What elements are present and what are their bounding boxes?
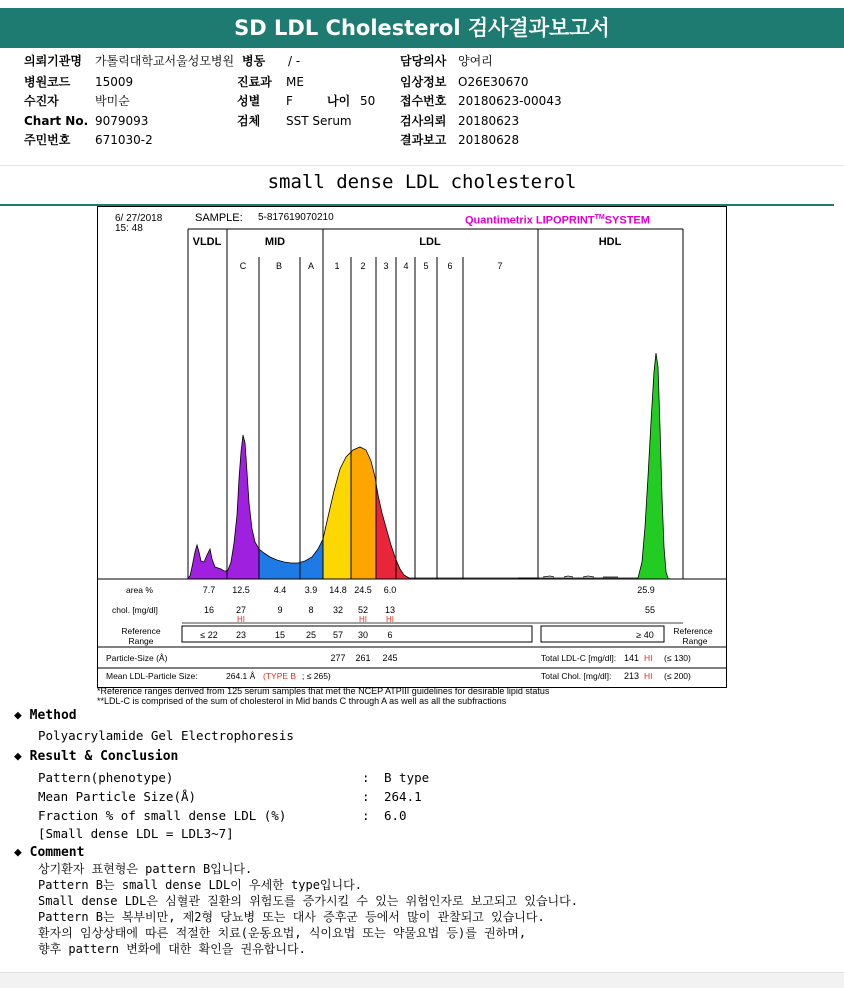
particle-size-3: 245 [382,653,398,663]
chol-value-2: 52 [357,605,369,615]
area-value-1: 14.8 [329,585,347,595]
band-label-A: A [307,261,315,271]
mean-type: (TYPE B [263,671,297,681]
total-ldl-label: Total LDL-C [mg/dl]: [541,653,617,663]
chol-value-1: 32 [332,605,344,615]
band-label-B: B [275,261,283,271]
result-label-1: Pattern(phenotype) [38,770,174,785]
hi-flag-2: HI [359,615,367,624]
report-date-label: 결과보고 [400,133,447,147]
sample-label: SAMPLE: [195,212,243,224]
comment-line: Small dense LDL은 심혈관 질환의 위험도를 증가시킬 수 있는 위험인자로 보고되고 있습니다. [38,894,578,908]
comment-line: Pattern B는 복부비만, 제2형 당뇨병 또는 대사 증후군 등에서 많이 관찰되고 있습니다. [38,910,545,924]
footnotes [97,686,549,706]
reference-value-2: 30 [357,630,369,640]
examinee-label: 수진자 [24,94,59,108]
examinee-value: 박미순 [95,94,130,108]
row-label-chol: chol. [mg/dl] [112,605,158,615]
footnote-2: **LDL-C is comprised of the sum of cholesterol in Mid bands C through A as well as all the subfractions [97,696,507,706]
total-ldl-value: 141 [624,653,640,663]
band-label-7: 7 [497,261,503,271]
comment-line: Pattern B는 small dense LDL이 우세한 type입니다. [38,878,362,892]
reference-value-B: 15 [274,630,286,640]
divider [0,165,844,166]
hi-flag-3: HI [386,615,394,624]
chol-value-B: 9 [277,605,283,615]
clinical-info-label: 임상정보 [400,75,447,89]
band-label-1: 1 [334,261,340,271]
patient-info [0,52,844,152]
row-label-range: Range [128,636,154,646]
sample-id: 5-817619070210 [258,212,334,223]
sex-label: 성별 [237,94,261,108]
hospital-code-label: 병원코드 [24,75,71,89]
clinical-info-value: O26E30670 [458,75,529,89]
method-section [14,708,77,723]
sex-value: F [286,94,293,108]
trace-line [188,353,668,578]
area-value-HDL: 25.9 [637,585,655,595]
footnote-1: *Reference ranges derived from 125 serum samples that met the NCEP ATPIII guidelines for desirable lipid status [97,686,550,696]
area-value-VLDL: 7.7 [202,585,216,595]
result-value-2: 264.1 [384,789,422,804]
chol-value-A: 8 [308,605,314,615]
band-label-6: 6 [447,261,453,271]
doctor-label: 담당의사 [400,54,447,68]
doctor-value: 양여리 [458,54,493,68]
area-value-2: 24.5 [354,585,372,595]
band-label-C: C [239,261,247,271]
report-date-value: 20180628 [458,133,520,147]
total-chol-value: 213 [624,671,640,681]
electrophoresis-chart [98,207,726,687]
ldl3-peak [376,483,410,579]
total-chol-label: Total Chol. [mg/dl]: [541,671,612,681]
department-label: 진료과 [237,75,272,89]
reference-value-VLDL: ≤ 22 [200,630,218,640]
band-label-5: 5 [423,261,429,271]
reference-value-1: 57 [332,630,344,640]
result-section [14,749,178,764]
result-label-2: Mean Particle Size(Å) [38,789,197,804]
result-value-3: 6.0 [384,808,407,823]
chol-value-3: 13 [384,605,396,615]
receipt-no-label: 접수번호 [400,94,447,108]
resident-no-label: 주민번호 [24,133,71,147]
area-value-3: 6.0 [383,585,397,595]
institution-value: 가톨릭대학교서울성모병원 [95,54,235,68]
ward-label: 병동 [242,54,266,68]
system-suffix: SYSTEM [604,214,650,227]
system-name-text: Quantimetrix LIPOPRINT [465,214,595,227]
lipoprint-report [97,206,727,688]
total-ldl-flag: HI [644,653,653,663]
row-label-range-right: Range [682,636,708,646]
request-date-label: 검사의뢰 [400,114,447,128]
particle-size-1: 277 [330,653,346,663]
bottom-bar [0,972,844,988]
row-label-particle-size: Particle-Size (Å) [106,653,168,663]
method-heading: Method [29,708,77,723]
area-value-B: 4.4 [273,585,287,595]
section-title: small dense LDL cholesterol [267,171,577,193]
hospital-code-value: 15009 [95,75,134,89]
mid-a-peak [300,539,323,579]
group-label-ldl: LDL [419,236,441,248]
age-label: 나이 [327,94,351,108]
band-label-3: 3 [383,261,389,271]
row-label-reference: Reference [121,626,161,636]
comment-line: 향후 pattern 변화에 대한 확인을 권유합니다. [38,942,306,956]
comment-line: 상기환자 표현형은 pattern B입니다. [38,862,253,876]
specimen-value: SST Serum [286,114,352,128]
report-title-banner: SD LDL Cholesterol 검사결과보고서 [0,8,844,48]
chol-value-HDL: 55 [644,605,656,615]
method-text: Polyacrylamide Gel Electrophoresis [38,728,294,743]
mean-size-label: Mean LDL-Particle Size: [106,671,198,681]
result-sep-1: : [362,770,370,785]
specimen-label: 검체 [237,114,261,128]
diamond-bullet-icon: ◆ [14,708,22,723]
mean-size-value: 264.1 Å [226,671,256,681]
total-chol-flag: HI [644,671,653,681]
report-time: 15: 48 [115,223,143,234]
group-label-vldl: VLDL [192,236,222,248]
diamond-bullet-icon: ◆ [14,845,22,860]
comment-section [14,845,84,860]
chol-value-C: 27 [235,605,247,615]
chart-no-label: Chart No. [24,114,89,128]
chol-value-VLDL: 16 [203,605,215,615]
ldl1-peak [323,452,351,579]
result-value-1: B type [384,770,430,785]
hi-flag-C: HI [237,615,245,624]
vldl-peak [188,545,228,579]
reference-value-HDL: ≥ 40 [636,630,654,640]
reference-value-A: 25 [305,630,317,640]
area-value-C: 12.5 [232,585,250,595]
result-label-3: Fraction % of small dense LDL (%) [38,808,287,823]
group-label-mid: MID [264,236,286,248]
chart-no-value: 9079093 [95,114,149,128]
age-value: 50 [360,94,376,108]
group-label-hdl: HDL [598,236,622,248]
comment-body [38,861,578,957]
band-label-2: 2 [360,261,366,271]
comment-line: 환자의 임상상태에 따른 적절한 치료(운동요법, 식이요법 또는 약물요법 등)를 권하며, [38,926,527,940]
reference-value-3: 6 [387,630,393,640]
receipt-no-value: 20180623-00043 [458,94,562,108]
diamond-bullet-icon: ◆ [14,749,22,764]
department-value: ME [286,75,304,89]
mid-c-peak [228,435,259,579]
system-tm: TM [594,214,605,221]
comment-heading: Comment [29,845,85,860]
report-date: 6/ 27/2018 [115,213,163,224]
result-sep-3: : [362,808,370,823]
ward-value: / - [288,54,301,68]
mean-type-note: ; ≤ 265) [302,671,331,681]
total-chol-ref: (≤ 200) [664,671,691,681]
row-label-area: area % [126,585,153,595]
result-note: [Small dense LDL = LDL3~7] [38,826,234,841]
resident-no-value: 671030-2 [95,133,153,147]
particle-size-2: 261 [355,653,371,663]
result-sep-2: : [362,789,370,804]
total-ldl-ref: (≤ 130) [664,653,691,663]
reference-value-C: 23 [235,630,247,640]
area-value-A: 3.9 [304,585,318,595]
row-label-reference-right: Reference [673,626,713,636]
result-heading: Result & Conclusion [29,749,179,764]
institution-label: 의뢰기관명 [24,54,82,68]
band-label-4: 4 [403,261,409,271]
request-date-value: 20180623 [458,114,520,128]
